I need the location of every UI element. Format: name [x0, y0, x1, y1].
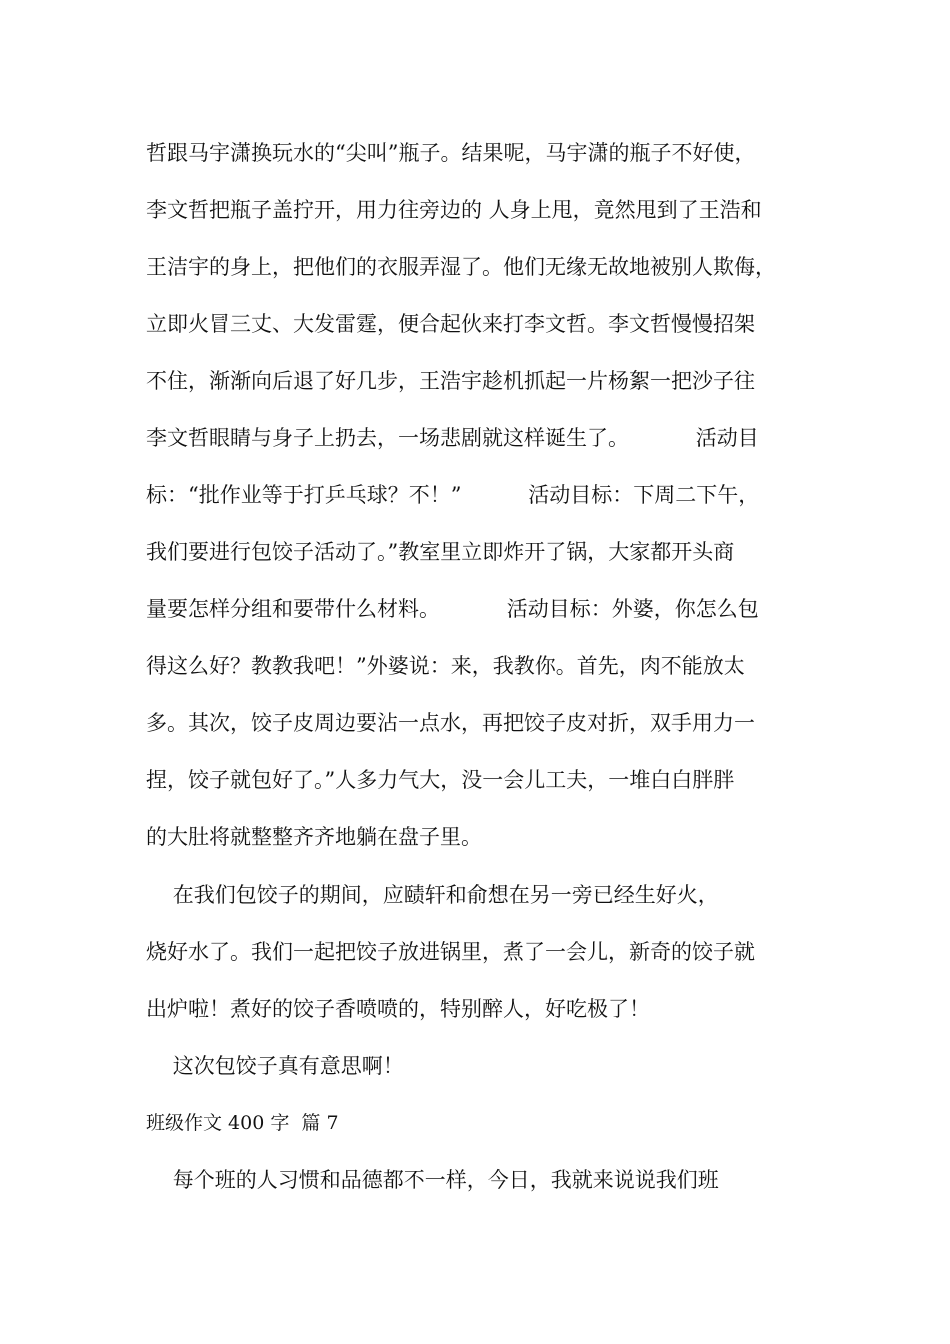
text-line: 王洁宇的身上，把他们的衣服弄湿了。他们无缘无故地被别人欺侮，: [146, 255, 776, 279]
text-line: 立即火冒三丈、大发雷霆，便合起伙来打李文哲。李文哲慢慢招架: [146, 312, 755, 336]
text-line: 出炉啦！煮好的饺子香喷喷的，特别醉人，好吃极了！: [146, 997, 650, 1021]
text-line: 李文哲把瓶子盖拧开，用力往旁边的 人身上甩，竟然甩到了王浩和: [146, 198, 762, 222]
text-line: 哲跟马宇潇换玩水的“尖叫”瓶子。结果呢，马宇潇的瓶子不好使，: [146, 141, 756, 165]
text-line: 在我们包饺子的期间，应赜轩和俞想在另一旁已经生好火，: [146, 883, 719, 907]
text-line: 烧好水了。我们一起把饺子放进锅里，煮了一会儿，新奇的饺子就: [146, 940, 755, 964]
text-line: 我们要进行包饺子活动了。”教室里立即炸开了锅，大家都开头商: [146, 540, 735, 564]
text-line: 不住，渐渐向后退了好几步，王浩宇趁机抓起一片杨絮一把沙子往: [146, 369, 755, 393]
text-line: 捏，饺子就包好了。”人多力气大，没一会儿工夫，一堆白白胖胖: [146, 768, 735, 792]
text-line: 每个班的人习惯和品德都不一样，今日，我就来说说我们班: [146, 1168, 719, 1192]
text-line: 标：“批作业等于打乒乓球？不！” 活动目标：下周二下午，: [146, 483, 760, 507]
text-line: 这次包饺子真有意思啊！: [146, 1054, 404, 1078]
text-line: 的大肚将就整整齐齐地躺在盘子里。: [146, 825, 482, 849]
section-heading: 班级作文 400 字 篇 7: [146, 1112, 339, 1134]
text-line: 李文哲眼睛与身子上扔去，一场悲剧就这样诞生了。 活动目: [146, 426, 759, 450]
text-line: 多。其次，饺子皮周边要沾一点水，再把饺子皮对折，双手用力一: [146, 711, 755, 735]
text-line: 得这么好？教教我吧！”外婆说：来，我教你。首先，肉不能放太: [146, 654, 745, 678]
text-line: 量要怎样分组和要带什么材料。 活动目标：外婆，你怎么包: [146, 597, 759, 621]
